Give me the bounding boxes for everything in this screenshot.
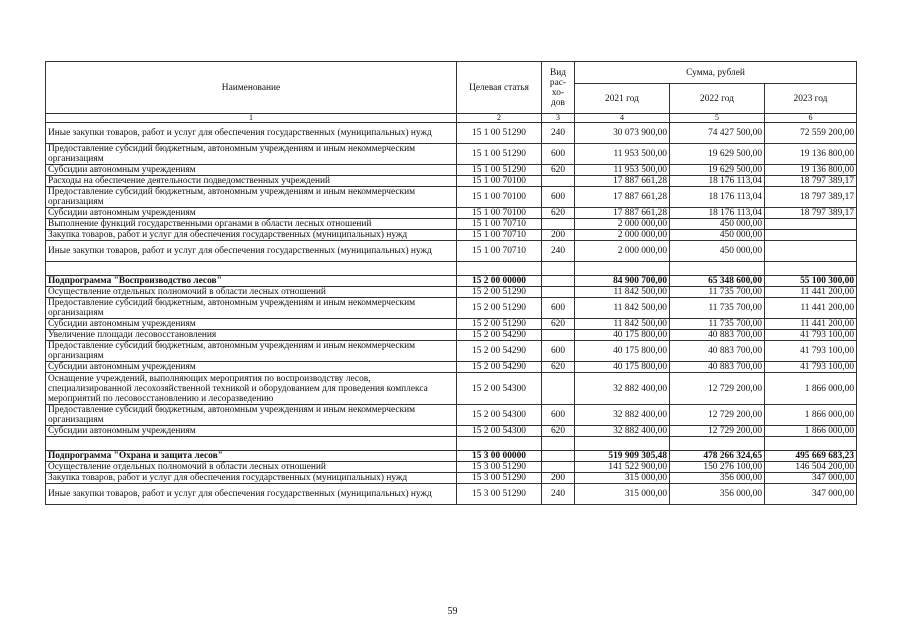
- row-sum-2022: 356 000,00: [670, 473, 765, 484]
- table-row: [46, 298, 857, 319]
- row-name: Осуществление отдельных полномочий в области лесных отношений: [46, 462, 457, 473]
- row-target-code: 15 3 00 51290: [457, 473, 542, 484]
- row-target-code: 15 2 00 51290: [457, 319, 542, 330]
- row-expense-kind: [542, 451, 575, 462]
- row-target-code: 15 1 00 70710: [457, 219, 542, 230]
- row-sum-2023: [765, 241, 857, 262]
- table-row: [46, 123, 857, 144]
- row-sum-2021: 11 842 500,00: [575, 287, 670, 298]
- index-cell: 5: [670, 114, 765, 123]
- header-year-2023: 2023 год: [765, 84, 857, 114]
- row-sum-2022: 19 629 500,00: [670, 144, 765, 165]
- row-sum-2022: 40 883 700,00: [670, 362, 765, 373]
- row-expense-kind: [542, 276, 575, 287]
- table-row: [46, 426, 857, 437]
- row-expense-kind: [542, 330, 575, 341]
- column-index-row: [46, 114, 857, 123]
- header-year-2022: 2022 год: [670, 84, 765, 114]
- row-sum-2022: 11 735 700,00: [670, 298, 765, 319]
- row-sum-2023: 146 504 200,00: [765, 462, 857, 473]
- row-sum-2021: 2 000 000,00: [575, 219, 670, 230]
- row-sum-2022: 12 729 200,00: [670, 426, 765, 437]
- row-sum-2022: 450 000,00: [670, 241, 765, 262]
- row-sum-2022: 74 427 500,00: [670, 123, 765, 144]
- subprogram-row: [46, 451, 857, 462]
- row-sum-2023: 1 866 000,00: [765, 373, 857, 405]
- row-expense-kind: 200: [542, 473, 575, 484]
- row-sum-2022: 65 348 600,00: [670, 276, 765, 287]
- row-sum-2021: 315 000,00: [575, 473, 670, 484]
- row-target-code: 15 2 00 00000: [457, 276, 542, 287]
- row-name: Субсидии автономным учреждениям: [46, 319, 457, 330]
- row-sum-2021: 32 882 400,00: [575, 405, 670, 426]
- row-sum-2022: 11 735 700,00: [670, 319, 765, 330]
- row-sum-2021: 17 887 661,28: [575, 187, 670, 208]
- row-sum-2023: 11 441 200,00: [765, 298, 857, 319]
- row-sum-2021: 315 000,00: [575, 484, 670, 505]
- table-row: [46, 330, 857, 341]
- row-sum-2021: 40 175 800,00: [575, 362, 670, 373]
- row-name: Иные закупки товаров, работ и услуг для обеспечения государственных (муниципальных) нужд: [46, 484, 457, 505]
- budget-table: [45, 61, 857, 505]
- row-target-code: 15 2 00 54290: [457, 362, 542, 373]
- row-target-code: 15 1 00 70710: [457, 230, 542, 241]
- row-target-code: 15 1 00 70100: [457, 176, 542, 187]
- table-row: [46, 473, 857, 484]
- row-name: Закупка товаров, работ и услуг для обеспечения государственных (муниципальных) нужд: [46, 473, 457, 484]
- row-sum-2021: 11 953 500,00: [575, 165, 670, 176]
- row-expense-kind: 620: [542, 319, 575, 330]
- header-year-2021: 2021 год: [575, 84, 670, 114]
- header-sum: Сумма, рублей: [575, 62, 857, 84]
- row-sum-2021: 32 882 400,00: [575, 426, 670, 437]
- row-sum-2023: 41 793 100,00: [765, 330, 857, 341]
- row-sum-2023: 347 000,00: [765, 484, 857, 505]
- row-expense-kind: 200: [542, 230, 575, 241]
- row-sum-2022: 450 000,00: [670, 230, 765, 241]
- row-target-code: 15 1 00 51290: [457, 165, 542, 176]
- row-sum-2023: [765, 230, 857, 241]
- row-target-code: 15 3 00 00000: [457, 451, 542, 462]
- row-sum-2023: 41 793 100,00: [765, 341, 857, 362]
- row-sum-2022: 19 629 500,00: [670, 165, 765, 176]
- row-name: Субсидии автономным учреждениям: [46, 165, 457, 176]
- row-sum-2022: 18 176 113,04: [670, 208, 765, 219]
- row-sum-2022: 478 266 324,65: [670, 451, 765, 462]
- row-sum-2021: 17 887 661,28: [575, 176, 670, 187]
- row-sum-2023: 41 793 100,00: [765, 362, 857, 373]
- row-target-code: 15 2 00 51290: [457, 287, 542, 298]
- table-row: [46, 373, 857, 405]
- row-expense-kind: 600: [542, 405, 575, 426]
- row-expense-kind: 240: [542, 484, 575, 505]
- index-cell: 3: [542, 114, 575, 123]
- row-sum-2021: 11 842 500,00: [575, 319, 670, 330]
- table-row: [46, 341, 857, 362]
- row-expense-kind: [542, 176, 575, 187]
- row-sum-2022: 18 176 113,04: [670, 187, 765, 208]
- row-target-code: 15 1 00 51290: [457, 144, 542, 165]
- table-row: [46, 405, 857, 426]
- table-row: [46, 484, 857, 505]
- row-name: Расходы на обеспечение деятельности подведомственных учреждений: [46, 176, 457, 187]
- table-row: [46, 208, 857, 219]
- row-name: Предоставление субсидий бюджетным, автономным учреждениям и иным некоммерческим организациям: [46, 187, 457, 208]
- row-target-code: 15 3 00 51290: [457, 484, 542, 505]
- row-expense-kind: 600: [542, 298, 575, 319]
- row-expense-kind: [542, 462, 575, 473]
- row-sum-2023: 347 000,00: [765, 473, 857, 484]
- table-row: [46, 219, 857, 230]
- header-expense-kind: Вид рас- хо- дов: [542, 62, 575, 114]
- row-expense-kind: [542, 373, 575, 405]
- row-sum-2022: 18 176 113,04: [670, 176, 765, 187]
- row-sum-2021: 30 073 900,00: [575, 123, 670, 144]
- row-name: Оснащение учреждений, выполняющих мероприятия по воспроизводству лесов, специализированной лесохозяйственной техникой и оборудованием для проведения комплекса мероприятий по лесовосстановлению и лесоразведению: [46, 373, 457, 405]
- row-sum-2023: 11 441 200,00: [765, 287, 857, 298]
- row-sum-2023: 18 797 389,17: [765, 176, 857, 187]
- row-sum-2022: 12 729 200,00: [670, 373, 765, 405]
- index-cell: 6: [765, 114, 857, 123]
- row-expense-kind: 240: [542, 241, 575, 262]
- table-row: [46, 362, 857, 373]
- row-sum-2022: 12 729 200,00: [670, 405, 765, 426]
- row-target-code: 15 2 00 54300: [457, 405, 542, 426]
- row-sum-2021: 141 522 900,00: [575, 462, 670, 473]
- row-sum-2022: 150 276 100,00: [670, 462, 765, 473]
- subprogram-row: [46, 276, 857, 287]
- row-target-code: 15 2 00 54300: [457, 373, 542, 405]
- table-row: [46, 241, 857, 262]
- spacer-row: [46, 262, 857, 276]
- row-sum-2023: 11 441 200,00: [765, 319, 857, 330]
- row-target-code: 15 2 00 54290: [457, 341, 542, 362]
- row-sum-2021: 11 842 500,00: [575, 298, 670, 319]
- row-target-code: 15 2 00 54290: [457, 330, 542, 341]
- row-name: Выполнение функций государственными органами в области лесных отношений: [46, 219, 457, 230]
- row-expense-kind: [542, 219, 575, 230]
- header-target-article: Целевая статья: [457, 62, 542, 114]
- row-sum-2023: [765, 219, 857, 230]
- row-sum-2023: 18 797 389,17: [765, 187, 857, 208]
- row-sum-2021: 32 882 400,00: [575, 373, 670, 405]
- row-sum-2023: 18 797 389,17: [765, 208, 857, 219]
- row-sum-2023: 1 866 000,00: [765, 405, 857, 426]
- table-row: [46, 230, 857, 241]
- table-row: [46, 319, 857, 330]
- row-name: Предоставление субсидий бюджетным, автономным учреждениям и иным некоммерческим организациям: [46, 341, 457, 362]
- row-target-code: 15 2 00 54300: [457, 426, 542, 437]
- row-sum-2023: 55 100 300,00: [765, 276, 857, 287]
- header-name: Наименование: [46, 62, 457, 114]
- row-sum-2023: 72 559 200,00: [765, 123, 857, 144]
- row-target-code: 15 1 00 70710: [457, 241, 542, 262]
- row-expense-kind: 620: [542, 165, 575, 176]
- row-target-code: 15 1 00 51290: [457, 123, 542, 144]
- subprogram-name: Подпрограмма "Воспроизводство лесов": [46, 276, 457, 287]
- table-row: [46, 187, 857, 208]
- row-sum-2023: 19 136 800,00: [765, 165, 857, 176]
- row-expense-kind: 600: [542, 144, 575, 165]
- row-name: Предоставление субсидий бюджетным, автономным учреждениям и иным некоммерческим организациям: [46, 298, 457, 319]
- row-expense-kind: 620: [542, 208, 575, 219]
- row-name: Иные закупки товаров, работ и услуг для обеспечения государственных (муниципальных) нужд: [46, 241, 457, 262]
- row-sum-2022: 450 000,00: [670, 219, 765, 230]
- page-number: 59: [447, 606, 458, 617]
- row-sum-2022: 11 735 700,00: [670, 287, 765, 298]
- row-sum-2022: 40 883 700,00: [670, 330, 765, 341]
- row-sum-2023: 19 136 800,00: [765, 144, 857, 165]
- table-row: [46, 176, 857, 187]
- row-sum-2022: 40 883 700,00: [670, 341, 765, 362]
- row-sum-2023: 1 866 000,00: [765, 426, 857, 437]
- row-name: Субсидии автономным учреждениям: [46, 426, 457, 437]
- row-target-code: 15 3 00 51290: [457, 462, 542, 473]
- row-name: Закупка товаров, работ и услуг для обеспечения государственных (муниципальных) нужд: [46, 230, 457, 241]
- row-name: Увеличение площади лесовосстановления: [46, 330, 457, 341]
- row-sum-2021: 17 887 661,28: [575, 208, 670, 219]
- row-sum-2021: 519 909 305,48: [575, 451, 670, 462]
- row-name: Субсидии автономным учреждениям: [46, 208, 457, 219]
- row-expense-kind: 620: [542, 362, 575, 373]
- row-expense-kind: 620: [542, 426, 575, 437]
- index-cell: 4: [575, 114, 670, 123]
- row-target-code: 15 2 00 51290: [457, 298, 542, 319]
- row-expense-kind: [542, 287, 575, 298]
- row-expense-kind: 600: [542, 187, 575, 208]
- row-expense-kind: 240: [542, 123, 575, 144]
- row-sum-2021: 84 900 700,00: [575, 276, 670, 287]
- row-sum-2021: 11 953 500,00: [575, 144, 670, 165]
- table-row: [46, 287, 857, 298]
- row-expense-kind: 600: [542, 341, 575, 362]
- table-row: [46, 462, 857, 473]
- table-row: [46, 144, 857, 165]
- row-name: Иные закупки товаров, работ и услуг для обеспечения государственных (муниципальных) нужд: [46, 123, 457, 144]
- row-sum-2021: 40 175 800,00: [575, 330, 670, 341]
- table-row: [46, 165, 857, 176]
- row-sum-2021: 2 000 000,00: [575, 230, 670, 241]
- row-sum-2021: 2 000 000,00: [575, 241, 670, 262]
- row-name: Субсидии автономным учреждениям: [46, 362, 457, 373]
- row-sum-2021: 40 175 800,00: [575, 341, 670, 362]
- row-sum-2023: 495 669 683,23: [765, 451, 857, 462]
- subprogram-name: Подпрограмма "Охрана и защита лесов": [46, 451, 457, 462]
- row-target-code: 15 1 00 70100: [457, 187, 542, 208]
- spacer-row: [46, 437, 857, 451]
- row-name: Осуществление отдельных полномочий в области лесных отношений: [46, 287, 457, 298]
- index-cell: 1: [46, 114, 457, 123]
- row-name: Предоставление субсидий бюджетным, автономным учреждениям и иным некоммерческим организациям: [46, 405, 457, 426]
- row-sum-2022: 356 000,00: [670, 484, 765, 505]
- row-name: Предоставление субсидий бюджетным, автономным учреждениям и иным некоммерческим организациям: [46, 144, 457, 165]
- row-target-code: 15 1 00 70100: [457, 208, 542, 219]
- index-cell: 2: [457, 114, 542, 123]
